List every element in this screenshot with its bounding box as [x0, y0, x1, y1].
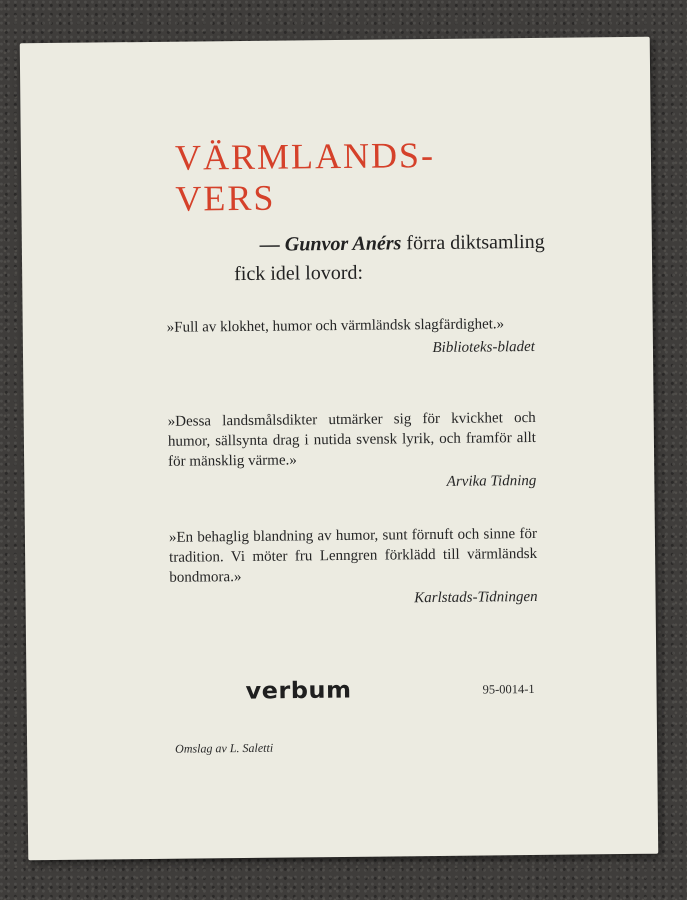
review-source: Biblioteks-bladet — [432, 338, 536, 357]
review-text: »Dessa landsmålsdikter utmärker sig för kvickhet och humor, sällsynta drag i nutida svensk lyrik, och framför allt för mänsklig värme.» — [167, 409, 536, 470]
review-source: Arvika Tidning — [446, 472, 537, 490]
review-quote-3 — [169, 524, 538, 611]
book-title — [175, 135, 436, 220]
intro-line-2: fick idel lovord: — [234, 261, 364, 286]
book-back-cover — [20, 37, 659, 861]
author-name: — Gunvor Anérs — [259, 232, 402, 256]
intro-continuation: förra diktsamling — [406, 230, 545, 255]
cover-credit: Omslag av L. Saletti — [175, 740, 274, 756]
review-text: »En behaglig blandning av humor, sunt förnuft och sinne för tradition. Vi möter fru Lenngren förklädd till värmländsk bondmora.» — [168, 525, 538, 586]
intro-text — [234, 228, 545, 289]
review-source: Karlstads-Tidningen — [414, 588, 538, 607]
review-quote-2 — [168, 408, 537, 495]
title-line-1: VÄRMLANDS- — [174, 134, 436, 178]
publisher-logo: verbum — [245, 676, 352, 705]
review-text: »Full av klokhet, humor och värmländsk slagfärdighet.» — [166, 316, 505, 336]
review-quote-1 — [167, 314, 535, 361]
catalog-number: 95-0014-1 — [482, 681, 535, 697]
title-line-2: VERS — [175, 177, 276, 219]
